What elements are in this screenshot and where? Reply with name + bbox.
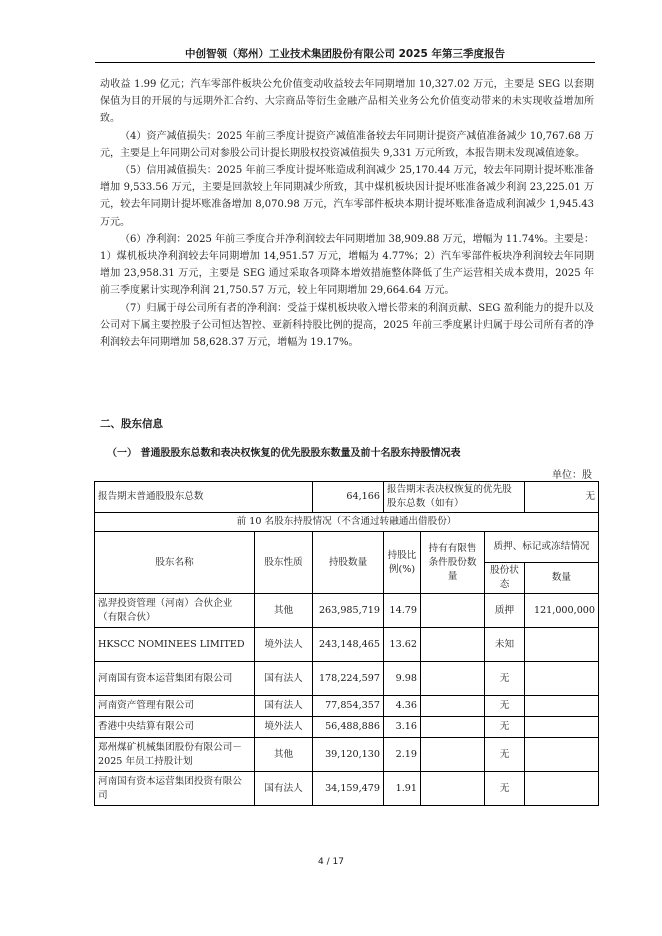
table-row (95, 717, 599, 738)
holder-name: 泓羿投资管理（河南）合伙企业（有限合伙） (95, 594, 255, 628)
holder-ratio: 2.19 (384, 738, 421, 772)
paragraph-asset-impairment: （4）资产减值损失：2025 年前三季度计提资产减值准备较去年同期计提资产减值准备减少 10,767.68 万元，主要是上年同期公司对参股公司计提长期股权投资减值损失 9,331 万元所致，本报告期未发现减值迹象。 (100, 130, 594, 159)
holder-pledge-qty (525, 738, 599, 772)
holder-ratio: 13.62 (384, 628, 421, 662)
holder-shares: 56,488,886 (313, 717, 384, 738)
table-row (95, 738, 599, 772)
holder-name: 河南资产管理有限公司 (95, 696, 255, 717)
col-header-pledge-group: 质押、标记或冻结情况 (485, 532, 599, 563)
holder-pledge-qty (525, 772, 599, 806)
holder-ratio: 3.16 (384, 717, 421, 738)
top10-title: 前 10 名股东持股情况（不含通过转融通出借股份） (95, 513, 599, 532)
holder-pledge-qty (525, 628, 599, 662)
preferred-holders-label: 报告期末表决权恢复的优先股股东总数（如有） (384, 482, 525, 513)
holder-restricted (421, 772, 485, 806)
common-holders-label: 报告期末普通股股东总数 (95, 482, 313, 513)
holder-restricted (421, 738, 485, 772)
page-header-title: 中创智领（郑州）工业技术集团股份有限公司 2025 年第三季度报告 (184, 48, 506, 60)
holder-shares: 39,120,130 (313, 738, 384, 772)
holder-pledge-qty (525, 662, 599, 696)
holder-restricted (421, 594, 485, 628)
col-header-ratio: 持股比例(%) (384, 532, 421, 594)
holder-nature: 境外法人 (255, 717, 313, 738)
table-row (95, 628, 599, 662)
holder-pledge-status: 无 (485, 696, 525, 717)
holder-pledge-status: 无 (485, 717, 525, 738)
holder-pledge-qty (525, 717, 599, 738)
table-row (95, 696, 599, 717)
holder-shares: 34,159,479 (313, 772, 384, 806)
unit-label: 单位：股 (552, 470, 592, 481)
body-text (100, 76, 594, 351)
header-row-1 (95, 532, 599, 563)
holder-pledge-status: 质押 (485, 594, 525, 628)
holder-restricted (421, 662, 485, 696)
page-number: 4 / 17 (318, 857, 344, 867)
holder-restricted (421, 717, 485, 738)
holder-nature: 其他 (255, 594, 313, 628)
holder-nature: 国有法人 (255, 772, 313, 806)
holder-nature: 国有法人 (255, 662, 313, 696)
paragraph-net-profit: （6）净利润：2025 年前三季度合并净利润较去年同期增加 38,909.88 万元，增幅为 11.74%。主要是：1）煤机板块净利润较去年同期增加 14,951.57 万元，增幅为 4.77%；2）汽车零部件板块净利润较去年同期增加 23,958.31 万元，主要是 SEG 通过采取各项降本增效措施整体降低了生产运营相关成本费用，2025 年前三季度累计实现净利润 21,750.57 万元，较上年同期增加 29,664.64 万元。 (100, 233, 594, 297)
holder-pledge-qty: 121,000,000 (525, 594, 599, 628)
paragraph-1: 动收益 1.99 亿元；汽车零部件板块公允价值变动收益较去年同期增加 10,327.02 万元，主要是 SEG 以套期保值为目的开展的与远期外汇合约、大宗商品等衍生金融产品相关业务公允价值变动带来的未实现收益增加所致。 (100, 79, 594, 125)
shareholder-table (94, 481, 599, 806)
holder-pledge-status: 无 (485, 662, 525, 696)
header-divider (95, 62, 595, 63)
holder-name: 河南国有资本运营集团有限公司 (95, 662, 255, 696)
holder-restricted (421, 696, 485, 717)
table-row (95, 662, 599, 696)
holder-nature: 国有法人 (255, 696, 313, 717)
col-header-restricted: 持有有限售条件股份数量 (421, 532, 485, 594)
summary-row (95, 482, 599, 513)
holder-name: 郑州煤矿机械集团股份有限公司－2025 年员工持股计划 (95, 738, 255, 772)
holder-nature: 其他 (255, 738, 313, 772)
col-header-shares: 持股数量 (313, 532, 384, 594)
holder-shares: 243,148,465 (313, 628, 384, 662)
holder-nature: 境外法人 (255, 628, 313, 662)
holder-pledge-status: 未知 (485, 628, 525, 662)
subsection-heading: （一） 普通股股东总数和表决权恢复的优先股股东数量及前十名股东持股情况表 (107, 448, 461, 459)
holder-restricted (421, 628, 485, 662)
common-holders-value: 64,166 (313, 482, 384, 513)
holder-ratio: 14.79 (384, 594, 421, 628)
holder-pledge-qty (525, 696, 599, 717)
holder-name: HKSCC NOMINEES LIMITED (95, 628, 255, 662)
holder-name: 香港中央结算有限公司 (95, 717, 255, 738)
holder-pledge-status: 无 (485, 772, 525, 806)
table-row (95, 772, 599, 806)
preferred-holders-value: 无 (525, 482, 599, 513)
holder-pledge-status: 无 (485, 738, 525, 772)
holder-ratio: 1.91 (384, 772, 421, 806)
holder-name: 河南国有资本运营集团投资有限公司 (95, 772, 255, 806)
holder-shares: 178,224,597 (313, 662, 384, 696)
holder-ratio: 9.98 (384, 662, 421, 696)
holder-shares: 77,854,357 (313, 696, 384, 717)
paragraph-parent-net-profit: （7）归属于母公司所有者的净利润：受益于煤机板块收入增长带来的利润贡献、SEG 盈利能力的提升以及公司对下属主要控股子公司恒达智控、亚新科持股比例的提高，2025 年前三季度累计归属于母公司所有者的净利润较去年同期增加 58,628.37 万元，增幅为 19.17%。 (100, 302, 594, 349)
holder-shares: 263,985,719 (313, 594, 384, 628)
paragraph-credit-impairment: （5）信用减值损失：2025 年前三季度计提坏账造成利润减少 25,170.44 万元，较去年同期计提坏账准备增加 9,533.56 万元，主要是回款较上年同期减少所致，其中煤机板块因计提坏账准备减少利润 23,225.01 万元，较去年同期计提坏账准备增加 8,070.98 万元，汽车零部件板块本期计提坏账准备造成利润减少 1,945.43 万元。 (100, 165, 594, 228)
col-header-pledge-qty: 数量 (525, 563, 599, 594)
top10-title-row (95, 513, 599, 532)
col-header-pledge-status: 股份状态 (485, 563, 525, 594)
holder-ratio: 4.36 (384, 696, 421, 717)
col-header-name: 股东名称 (95, 532, 255, 594)
table-row (95, 594, 599, 628)
section-heading: 二、股东信息 (100, 418, 163, 430)
col-header-nature: 股东性质 (255, 532, 313, 594)
